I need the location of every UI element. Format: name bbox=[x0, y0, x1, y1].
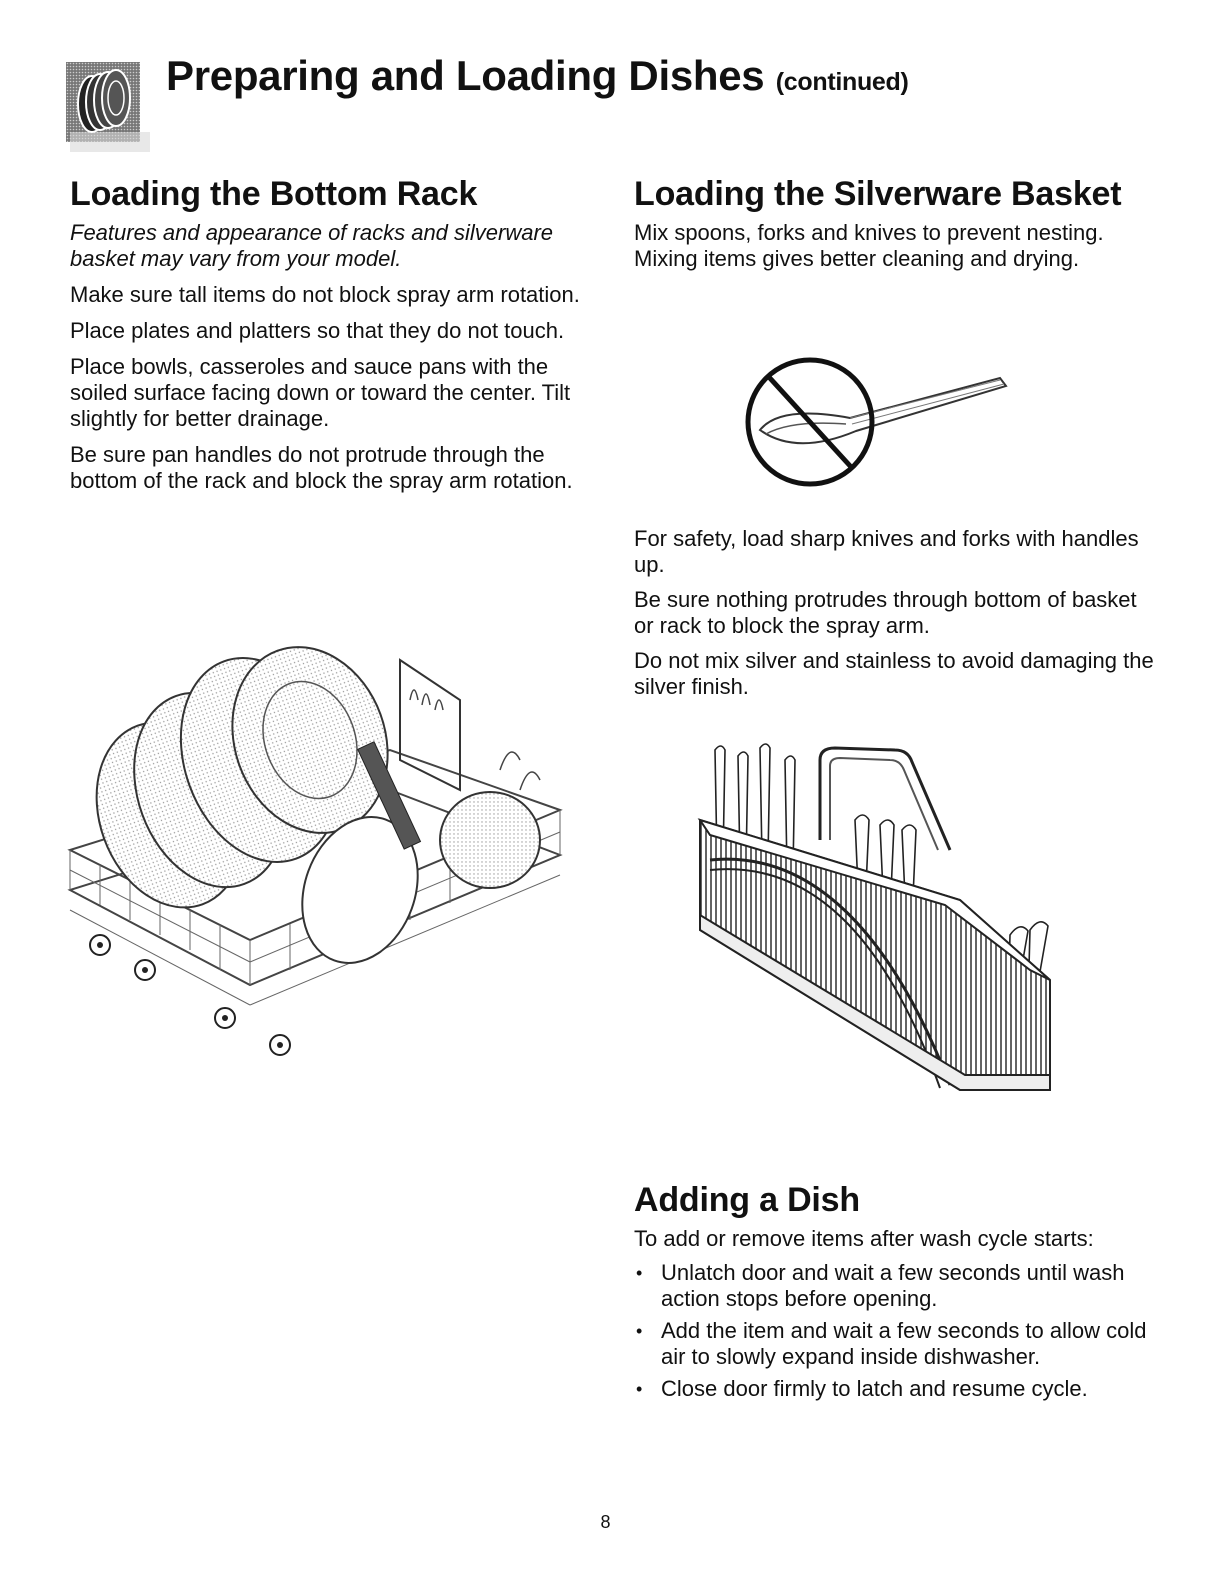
adding-dish-section bbox=[634, 1178, 1154, 1408]
bottom-rack-section bbox=[70, 172, 590, 494]
page-title-text: Preparing and Loading Dishes bbox=[166, 52, 765, 99]
adding-dish-heading: Adding a Dish bbox=[634, 1181, 860, 1219]
bottom-rack-paragraph: Be sure pan handles do not protrude through the bottom of the rack and block the spray arm rotation. bbox=[70, 442, 573, 493]
silverware-paragraph: Be sure nothing protrudes through bottom of basket or rack to block the spray arm. bbox=[634, 587, 1137, 638]
bottom-rack-illustration bbox=[60, 640, 570, 1070]
bottom-rack-heading: Loading the Bottom Rack bbox=[70, 175, 478, 213]
silverware-heading: Loading the Silverware Basket bbox=[634, 175, 1122, 213]
dishes-icon bbox=[66, 62, 150, 152]
adding-dish-steps bbox=[634, 1260, 1154, 1402]
bottom-rack-paragraph: Make sure tall items do not block spray arm rotation. bbox=[70, 282, 580, 307]
silverware-paragraph: Do not mix silver and stainless to avoid damaging the silver finish. bbox=[634, 648, 1154, 699]
page-title bbox=[166, 52, 909, 100]
page-number: 8 bbox=[600, 1512, 611, 1532]
list-item: • Add the item and wait a few seconds to allow cold air to slowly expand inside dishwasher. bbox=[634, 1318, 1154, 1370]
list-item: • Close door firmly to latch and resume cycle. bbox=[634, 1376, 1154, 1402]
silverware-section bbox=[634, 172, 1154, 272]
silverware-intro: Mix spoons, forks and knives to prevent nesting. Mixing items gives better cleaning and drying. bbox=[634, 220, 1104, 271]
no-nesting-spoons-illustration bbox=[740, 350, 1020, 495]
list-item: • Unlatch door and wait a few seconds until wash action stops before opening. bbox=[634, 1260, 1154, 1312]
silverware-basket-illustration bbox=[690, 730, 1060, 1100]
bottom-rack-paragraph: Place bowls, casseroles and sauce pans with the soiled surface facing down or toward the center. Tilt slightly for better drainage. bbox=[70, 354, 571, 431]
silverware-paragraph: For safety, load sharp knives and forks with handles up. bbox=[634, 526, 1139, 577]
page-title-suffix: (continued) bbox=[775, 68, 909, 96]
bottom-rack-paragraph: Place plates and platters so that they do not touch. bbox=[70, 318, 565, 343]
model-variation-note: Features and appearance of racks and silverware basket may vary from your model. bbox=[70, 220, 554, 271]
silverware-safety-section bbox=[634, 526, 1154, 709]
adding-dish-intro: To add or remove items after wash cycle starts: bbox=[634, 1226, 1094, 1251]
